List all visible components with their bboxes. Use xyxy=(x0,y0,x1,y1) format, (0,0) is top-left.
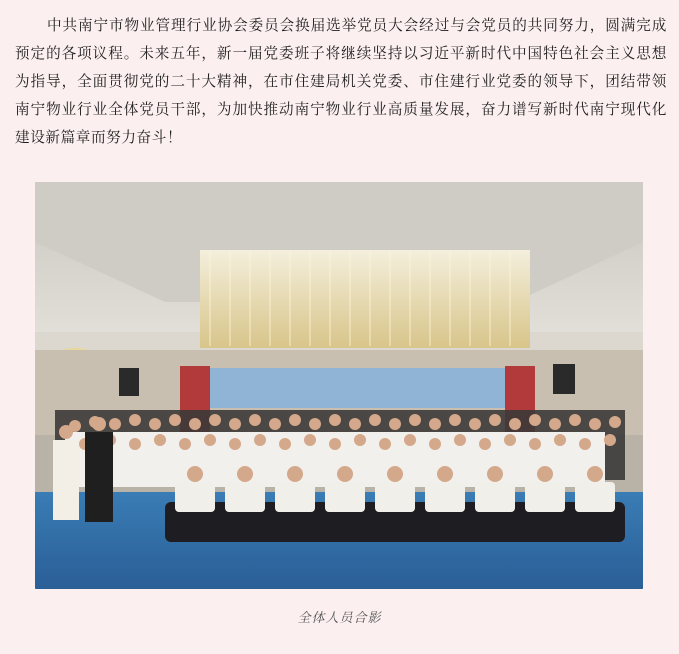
group-photo xyxy=(35,182,643,589)
stage-screen xyxy=(210,368,505,408)
photo-caption: 全体人员合影 xyxy=(297,611,382,626)
group-photo-illustration xyxy=(35,182,643,589)
article-paragraph: 中共南宁市物业管理行业协会委员会换届选举党员大会经过与会党员的共同努力，圆满完成预定的各项议程。未来五年，新一届党委班子将继续坚持以习近平新时代中国特色社会主义思想为指导，全面贯彻党的二十大精神，在市住建局机关党委、市住建行业党委的领导下，团结带领南宁物业行业全体党员干部，为加快推动南宁物业行业高质量发展，奋力谱写新时代南宁现代化建设新篇章而努力奋斗！ xyxy=(15,17,667,146)
